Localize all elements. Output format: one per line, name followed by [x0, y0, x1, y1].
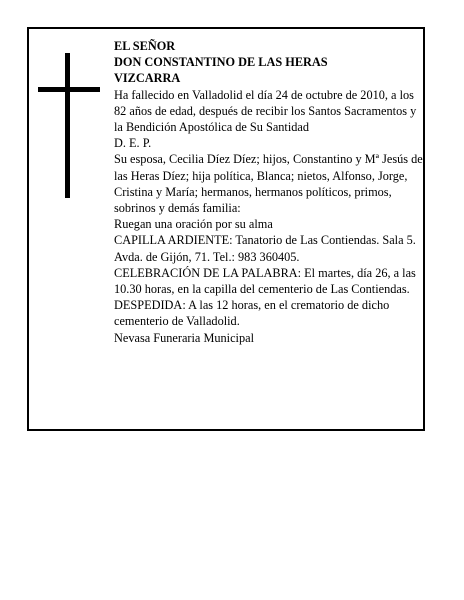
rest-in-peace: D. E. P. — [114, 136, 152, 151]
chapel-info: CAPILLA ARDIENTE: Tanatorio de Las Contiendas. Sala 5. Avda. de Gijón, 71. Tel.: 983 360405. — [114, 233, 416, 264]
family-list: Su esposa, Cecilia Díez Díez; hijos, Constantino y Mª Jesús de las Heras Díez; hija política, Blanca; nietos, Alfonso, Jorge, Cristina y María; hermanos, hermanos políticos, primos, sobrinos y demás familia: — [114, 152, 423, 216]
cross-horizontal-bar — [38, 87, 100, 92]
prayer-request: Ruegan una oración por su alma — [114, 217, 273, 232]
funeral-home: Nevasa Funeraria Municipal — [114, 330, 254, 345]
title-line-3: VIZCARRA — [114, 71, 181, 86]
obituary-text — [114, 38, 424, 346]
celebration-info: CELEBRACIÓN DE LA PALABRA: El martes, día 26, a las 10.30 horas, en la capilla del cementerio de Las Contiendas. — [114, 265, 416, 297]
cross-icon — [38, 53, 100, 198]
title-line-2: DON CONSTANTINO DE LAS HERAS — [114, 55, 328, 70]
death-announcement: Ha fallecido en Valladolid el día 24 de octubre de 2010, a los 82 años de edad, después de recibir los Santos Sacramentos y la Bendición Apostólica de Su Santidad — [114, 87, 417, 135]
farewell-info: DESPEDIDA: A las 12 horas, en el crematorio de dicho cementerio de Valladolid. — [114, 298, 390, 329]
title-line-1: EL SEÑOR — [114, 39, 176, 53]
cross-vertical-bar — [65, 53, 70, 198]
